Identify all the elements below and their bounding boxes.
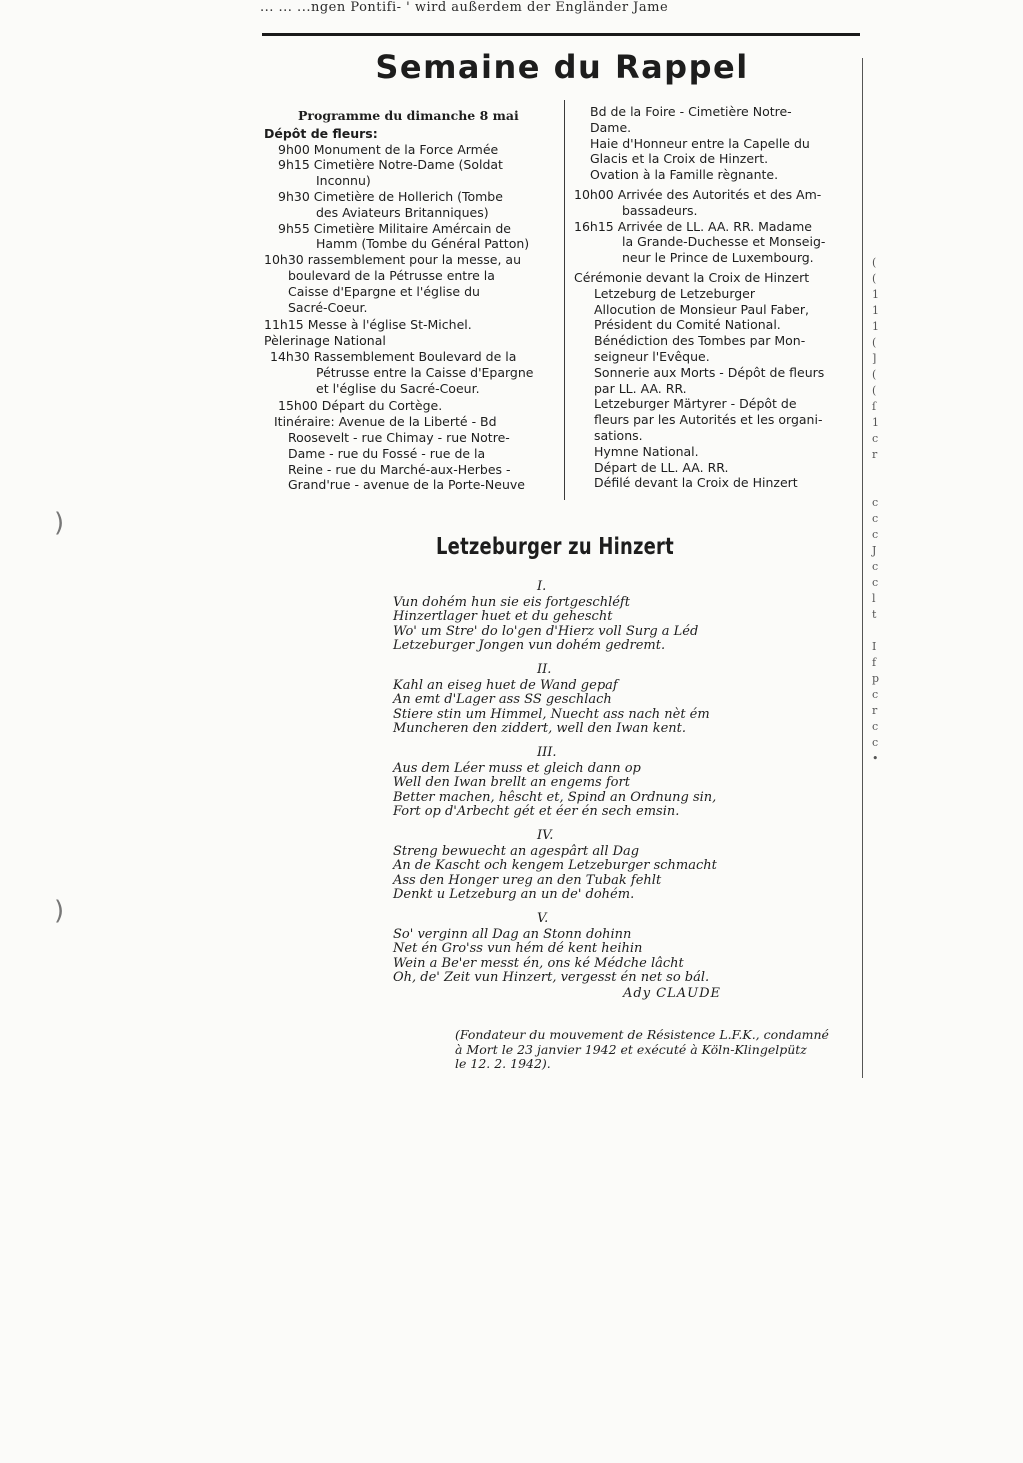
verse-line: Net én Gro'ss vun hém dé kent heihin [393, 941, 643, 957]
ceremonie-heading: Cérémonie devant la Croix de Hinzert [574, 269, 810, 285]
schedule-item: 9h55 Cimetière Militaire Amércain de [278, 220, 512, 236]
margin-fragment [872, 623, 886, 639]
ceremonie-item: Défilé devant la Croix de Hinzert [594, 475, 798, 491]
margin-fragment: p [872, 672, 880, 685]
itineraire-line: Dame - rue du Fossé - rue de la [288, 445, 486, 461]
stanza-number: III. [537, 745, 557, 761]
margin-fragment: c [872, 720, 879, 733]
text-line: Glacis et la Croix de Hinzert. [590, 151, 769, 167]
ceremonie-item: Letzeburg de Letzeburger [594, 285, 755, 301]
verse-line: Hinzertlager huet et du gehescht [393, 609, 613, 625]
schedule-item: 9h30 Cimetière de Hollerich (Tombe [278, 188, 503, 204]
binder-hole-mark: ) [54, 896, 65, 926]
schedule-item: 10h00 Arrivée des Autorités et des Am- [574, 186, 822, 202]
text-line: Haie d'Honneur entre la Capelle du [590, 135, 810, 151]
depot-heading: Dépôt de fleurs: [264, 125, 378, 141]
ceremonie-item-cont: par LL. AA. RR. [594, 380, 687, 396]
page-title: Semaine du Rappel [375, 48, 749, 86]
stanza [393, 580, 773, 653]
verse-line: Streng bewuecht an agespârt all Dag [393, 844, 640, 860]
margin-fragment: l [872, 592, 876, 605]
ceremonie-item-cont: fleurs par les Autorités et les organi- [594, 412, 823, 428]
margin-fragment [872, 479, 886, 495]
margin-fragment: r [872, 704, 878, 717]
schedule-item-cont: boulevard de la Pétrusse entre la [288, 267, 495, 283]
ceremonie-item: Allocution de Monsieur Paul Faber, [594, 301, 809, 317]
verse-line: Stiere stin um Himmel, Nuecht ass nach nèt ém [393, 706, 710, 722]
verse-line: Denkt u Letzeburg an un de' dohém. [393, 886, 635, 902]
schedule-item-cont: et l'église du Sacré-Coeur. [316, 380, 480, 396]
poem-author: Ady CLAUDE [623, 986, 722, 1002]
itineraire-line: Reine - rue du Marché-aux-Herbes - [288, 461, 511, 477]
schedule-item: 10h30 rassemblement pour la messe, au [264, 252, 522, 268]
margin-fragment: c [872, 736, 879, 749]
poem-body [393, 580, 773, 1001]
verse-line: Vun dohém hun sie eis fortgeschléft [393, 595, 630, 611]
stanza-number: IV. [537, 828, 554, 844]
author-footnote [455, 1028, 875, 1072]
margin-fragment: c [872, 560, 879, 573]
column-divider [564, 100, 565, 500]
margin-fragment: ( [872, 384, 877, 397]
ceremonie-item-cont: seigneur l'Evêque. [594, 348, 710, 364]
schedule-item: 11h15 Messe à l'église St-Michel. [264, 317, 472, 333]
ceremonie-item: Bénédiction des Tombes par Mon- [594, 333, 806, 349]
poem-title: Letzeburger zu Hinzert [436, 534, 674, 560]
stanza [393, 912, 773, 985]
verse-line: Wo' um Stre' do lo'gen d'Hierz voll Surg a Léd [393, 623, 699, 639]
margin-fragment: c [872, 432, 879, 445]
stanza [393, 663, 773, 736]
stanza-number: V. [537, 911, 549, 927]
margin-fragment: J [872, 544, 877, 557]
schedule-item-cont: Sacré-Coeur. [288, 299, 368, 315]
margin-fragment: 1 [872, 320, 879, 333]
schedule-item-cont: Hamm (Tombe du Général Patton) [316, 236, 530, 252]
text-line: Dame. [590, 119, 632, 135]
verse-line: So' verginn all Dag an Stonn dohinn [393, 927, 632, 943]
ceremonie-item-cont: Président du Comité National. [594, 317, 781, 333]
verse-line: An de Kascht och kengem Letzeburger schmacht [393, 858, 717, 874]
text-line: Ovation à la Famille règnante. [590, 167, 779, 183]
itineraire-line: Grand'rue - avenue de la Porte-Neuve [288, 477, 525, 493]
verse-line: Better machen, hêscht et, Spind an Ordnung sin, [393, 789, 717, 805]
margin-fragment: I [872, 640, 877, 653]
schedule-item-cont: des Aviateurs Britanniques) [316, 204, 489, 220]
footnote-line: le 12. 2. 1942). [455, 1056, 551, 1071]
itineraire-line: Itinéraire: Avenue de la Liberté - Bd [274, 414, 497, 430]
schedule-item: 16h15 Arrivée de LL. AA. RR. Madame [574, 218, 812, 234]
verse-line: Kahl an eiseg huet de Wand gepaf [393, 678, 618, 694]
margin-fragment: ( [872, 256, 877, 269]
schedule-item-cont: Inconnu) [316, 173, 371, 189]
verse-line: Aus dem Léer muss et gleich dann op [393, 761, 641, 777]
margin-fragment: f [872, 656, 877, 669]
verse-line: Muncheren den ziddert, well den Iwan kent. [393, 720, 686, 736]
schedule-item-cont: neur le Prince de Luxembourg. [622, 250, 814, 266]
schedule-item: 9h00 Monument de la Force Armée [278, 141, 499, 157]
schedule-item-cont: bassadeurs. [622, 202, 698, 218]
itineraire-line: Roosevelt - rue Chimay - rue Notre- [288, 429, 510, 445]
right-column [574, 104, 862, 491]
text-line: Bd de la Foire - Cimetière Notre- [590, 104, 792, 119]
schedule-item: 14h30 Rassemblement Boulevard de la [270, 348, 517, 364]
footnote-line: à Mort le 23 janvier 1942 et exécuté à Köln-Klingelpütz [455, 1041, 807, 1057]
margin-fragment: ] [872, 352, 877, 365]
margin-fragment: c [872, 528, 879, 541]
margin-fragment: 1 [872, 416, 879, 429]
right-edge-rule [862, 58, 863, 1078]
schedule-item-cont: Pétrusse entre la Caisse d'Epargne [316, 364, 534, 380]
margin-fragment: ſ [872, 400, 877, 413]
verse-line: Letzeburger Jongen vun dohém gedremt. [393, 637, 666, 653]
stanza-number: II. [537, 662, 552, 678]
ceremonie-item: Letzeburger Märtyrer - Dépôt de [594, 396, 797, 412]
margin-fragment: c [872, 576, 879, 589]
verse-line: Oh, de' Zeit vun Hinzert, vergesst én net so bál. [393, 969, 710, 985]
verse-line: Ass den Honger ureg an den Tubak fehlt [393, 872, 662, 888]
margin-text-fragments [872, 255, 886, 767]
margin-fragment: t [872, 608, 877, 621]
margin-fragment: c [872, 496, 879, 509]
margin-fragment: 1 [872, 304, 879, 317]
margin-fragment: r [872, 448, 878, 461]
top-rule [262, 33, 860, 36]
footnote-line: (Fondateur du mouvement de Résistence L.F.K., condamné [455, 1027, 829, 1042]
binder-hole-mark: ) [54, 508, 65, 538]
margin-fragment [872, 463, 886, 479]
margin-fragment: c [872, 688, 879, 701]
pelerinage-heading: Pèlerinage National [264, 333, 386, 349]
margin-fragment: ( [872, 336, 877, 349]
margin-fragment: c [872, 512, 879, 525]
verse-line: Wein a Be'er messt én, ons ké Médche lâcht [393, 955, 684, 971]
schedule-item: 9h15 Cimetière Notre-Dame (Soldat [278, 157, 503, 173]
ceremonie-item: Départ de LL. AA. RR. [594, 459, 729, 475]
verse-line: Well den Iwan brellt an engems fort [393, 775, 630, 791]
margin-fragment: • [872, 752, 879, 765]
schedule-item: 15h00 Départ du Cortège. [278, 398, 443, 414]
ceremonie-item: Hymne National. [594, 443, 699, 459]
stanza [393, 746, 773, 819]
verse-line: Fort op d'Arbecht gét et éer én sech emsin. [393, 803, 680, 819]
schedule-item-cont: Caisse d'Epargne et l'église du [288, 283, 480, 299]
schedule-item-cont: la Grande-Duchesse et Monseig- [622, 234, 826, 250]
stanza [393, 829, 773, 902]
program-heading: Programme du dimanche 8 mai [298, 108, 519, 123]
margin-fragment: ( [872, 272, 877, 285]
ceremonie-item-cont: sations. [594, 427, 643, 443]
header-fragment: ... ... ...ngen Pontifi- ' wird außerdem der Engländer Jame [260, 0, 669, 15]
ceremonie-item: Sonnerie aux Morts - Dépôt de fleurs [594, 364, 825, 380]
verse-line: An emt d'Lager ass SS geschlach [393, 692, 612, 708]
margin-fragment: ( [872, 368, 877, 381]
margin-fragment: 1 [872, 288, 879, 301]
stanza-number: I. [537, 579, 547, 594]
left-column [264, 108, 560, 493]
